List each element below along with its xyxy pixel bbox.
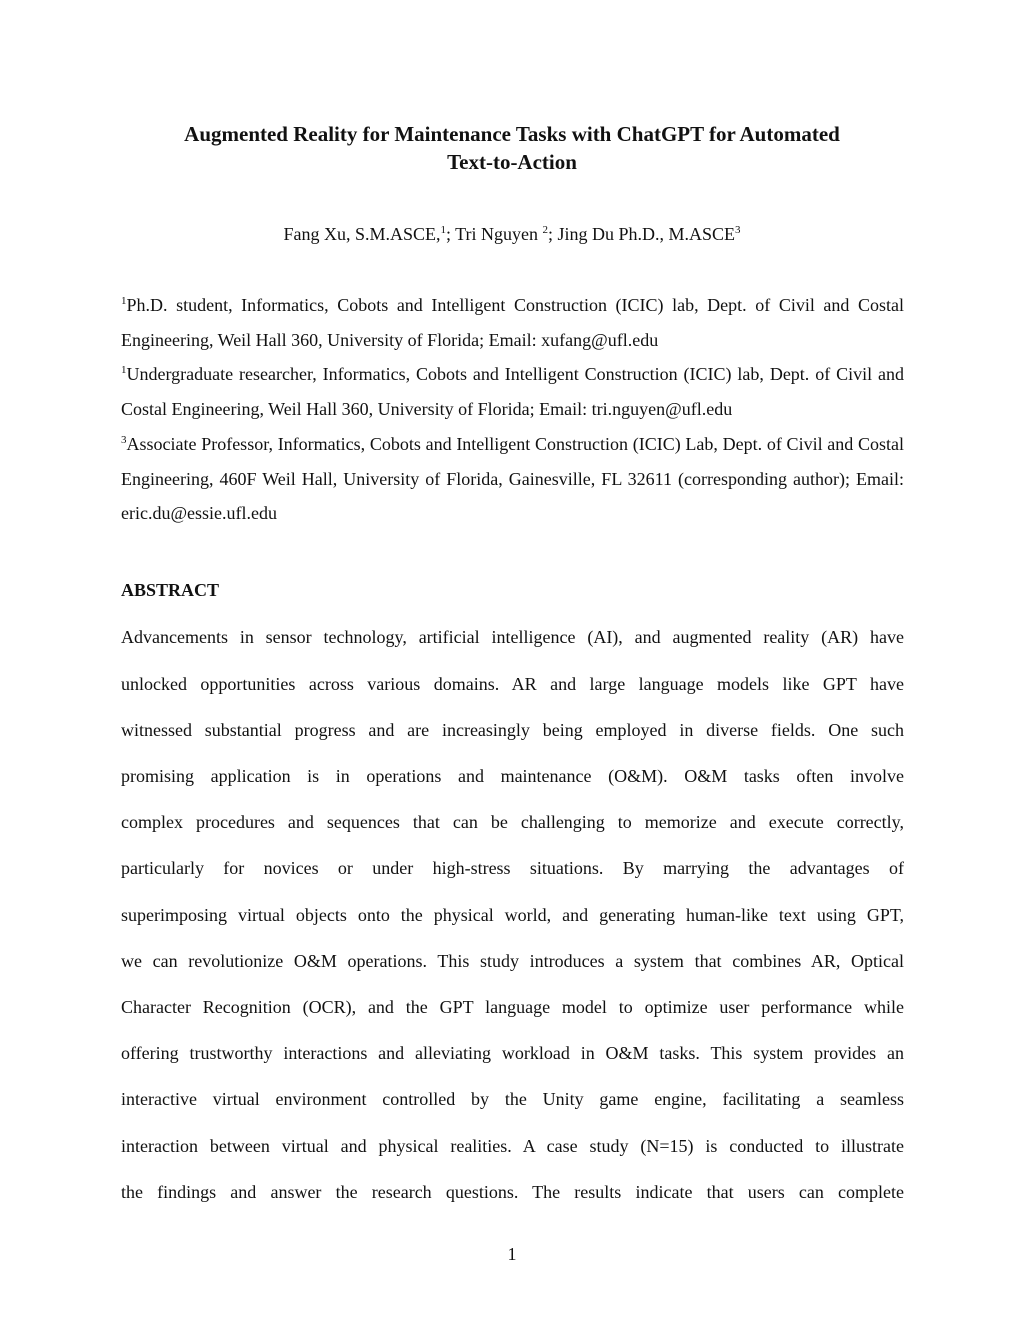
- affiliation-3-text: Associate Professor, Informatics, Cobots and Intelligent Construction (ICIC) Lab, Dept. of Civil and Costal Engineering, 460F Weil Hall, University of Florida, Gainesville, FL 32611 (corresponding author); Email: eric.du@essie.ufl.edu: [121, 433, 904, 524]
- author-3-affiliation-marker: 3: [735, 224, 741, 236]
- author-separator-2: ; Jing Du Ph.D., M.ASCE: [548, 224, 736, 244]
- affiliation-3-marker: 3: [121, 433, 127, 446]
- paper-title-line-1: Augmented Reality for Maintenance Tasks with ChatGPT for Automated: [184, 122, 840, 146]
- abstract-line: witnessed substantial progress and are increasingly being employed in diverse fields. One such: [121, 720, 904, 740]
- abstract-line: superimposing virtual objects onto the physical world, and generating human-like text using GPT,: [121, 905, 904, 925]
- paper-title: [100, 120, 924, 176]
- affiliations: [121, 288, 904, 531]
- author-separator-1: ; Tri Nguyen: [445, 224, 543, 244]
- affiliation-1: [121, 288, 904, 357]
- page-number: 1: [507, 1244, 517, 1264]
- abstract-line: promising application is in operations and maintenance (O&M). O&M tasks often involve: [121, 766, 904, 786]
- abstract-line: particularly for novices or under high-stress situations. By marrying the advantages of: [121, 858, 904, 878]
- affiliation-2-text: Undergraduate researcher, Informatics, Cobots and Intelligent Construction (ICIC) lab, Dept. of Civil and Costal Engineering, Weil Hall 360, University of Florida; Email: tri.nguyen@ufl.edu: [121, 364, 904, 420]
- author-1-affiliation-marker: 1: [440, 224, 446, 236]
- affiliation-2-marker: 1: [121, 364, 127, 377]
- abstract-line: offering trustworthy interactions and alleviating workload in O&M tasks. This system provides an: [121, 1043, 904, 1063]
- author-1-name: Fang Xu, S.M.ASCE,: [283, 224, 441, 244]
- affiliation-3: [121, 427, 904, 531]
- affiliation-1-text: Ph.D. student, Informatics, Cobots and Intelligent Construction (ICIC) lab, Dept. of Civil and Costal Engineering, Weil Hall 360, University of Florida; Email: xufang@ufl.edu: [121, 295, 904, 350]
- affiliation-2: [121, 357, 904, 426]
- author-2-affiliation-marker: 2: [542, 224, 549, 236]
- paper-title-line-2: Text-to-Action: [447, 150, 577, 174]
- abstract-line: interactive virtual environment controlled by the Unity game engine, facilitating a seamless: [121, 1089, 904, 1109]
- abstract-line: Character Recognition (OCR), and the GPT language model to optimize user performance while: [121, 997, 904, 1017]
- abstract-line: unlocked opportunities across various domains. AR and large language models like GPT have: [121, 674, 904, 694]
- abstract-line: we can revolutionize O&M operations. This study introduces a system that combines AR, Optical: [121, 951, 904, 971]
- affiliation-1-marker: 1: [121, 295, 127, 307]
- abstract-line: the findings and answer the research questions. The results indicate that users can complete: [121, 1182, 904, 1202]
- abstract-line: interaction between virtual and physical realities. A case study (N=15) is conducted to illustrate: [121, 1136, 904, 1156]
- author-list: [100, 222, 924, 246]
- abstract-line: complex procedures and sequences that can be challenging to memorize and execute correctly,: [121, 812, 904, 832]
- abstract-heading: ABSTRACT: [121, 580, 220, 600]
- abstract-line: Advancements in sensor technology, artificial intelligence (AI), and augmented reality (AR) have: [121, 627, 904, 647]
